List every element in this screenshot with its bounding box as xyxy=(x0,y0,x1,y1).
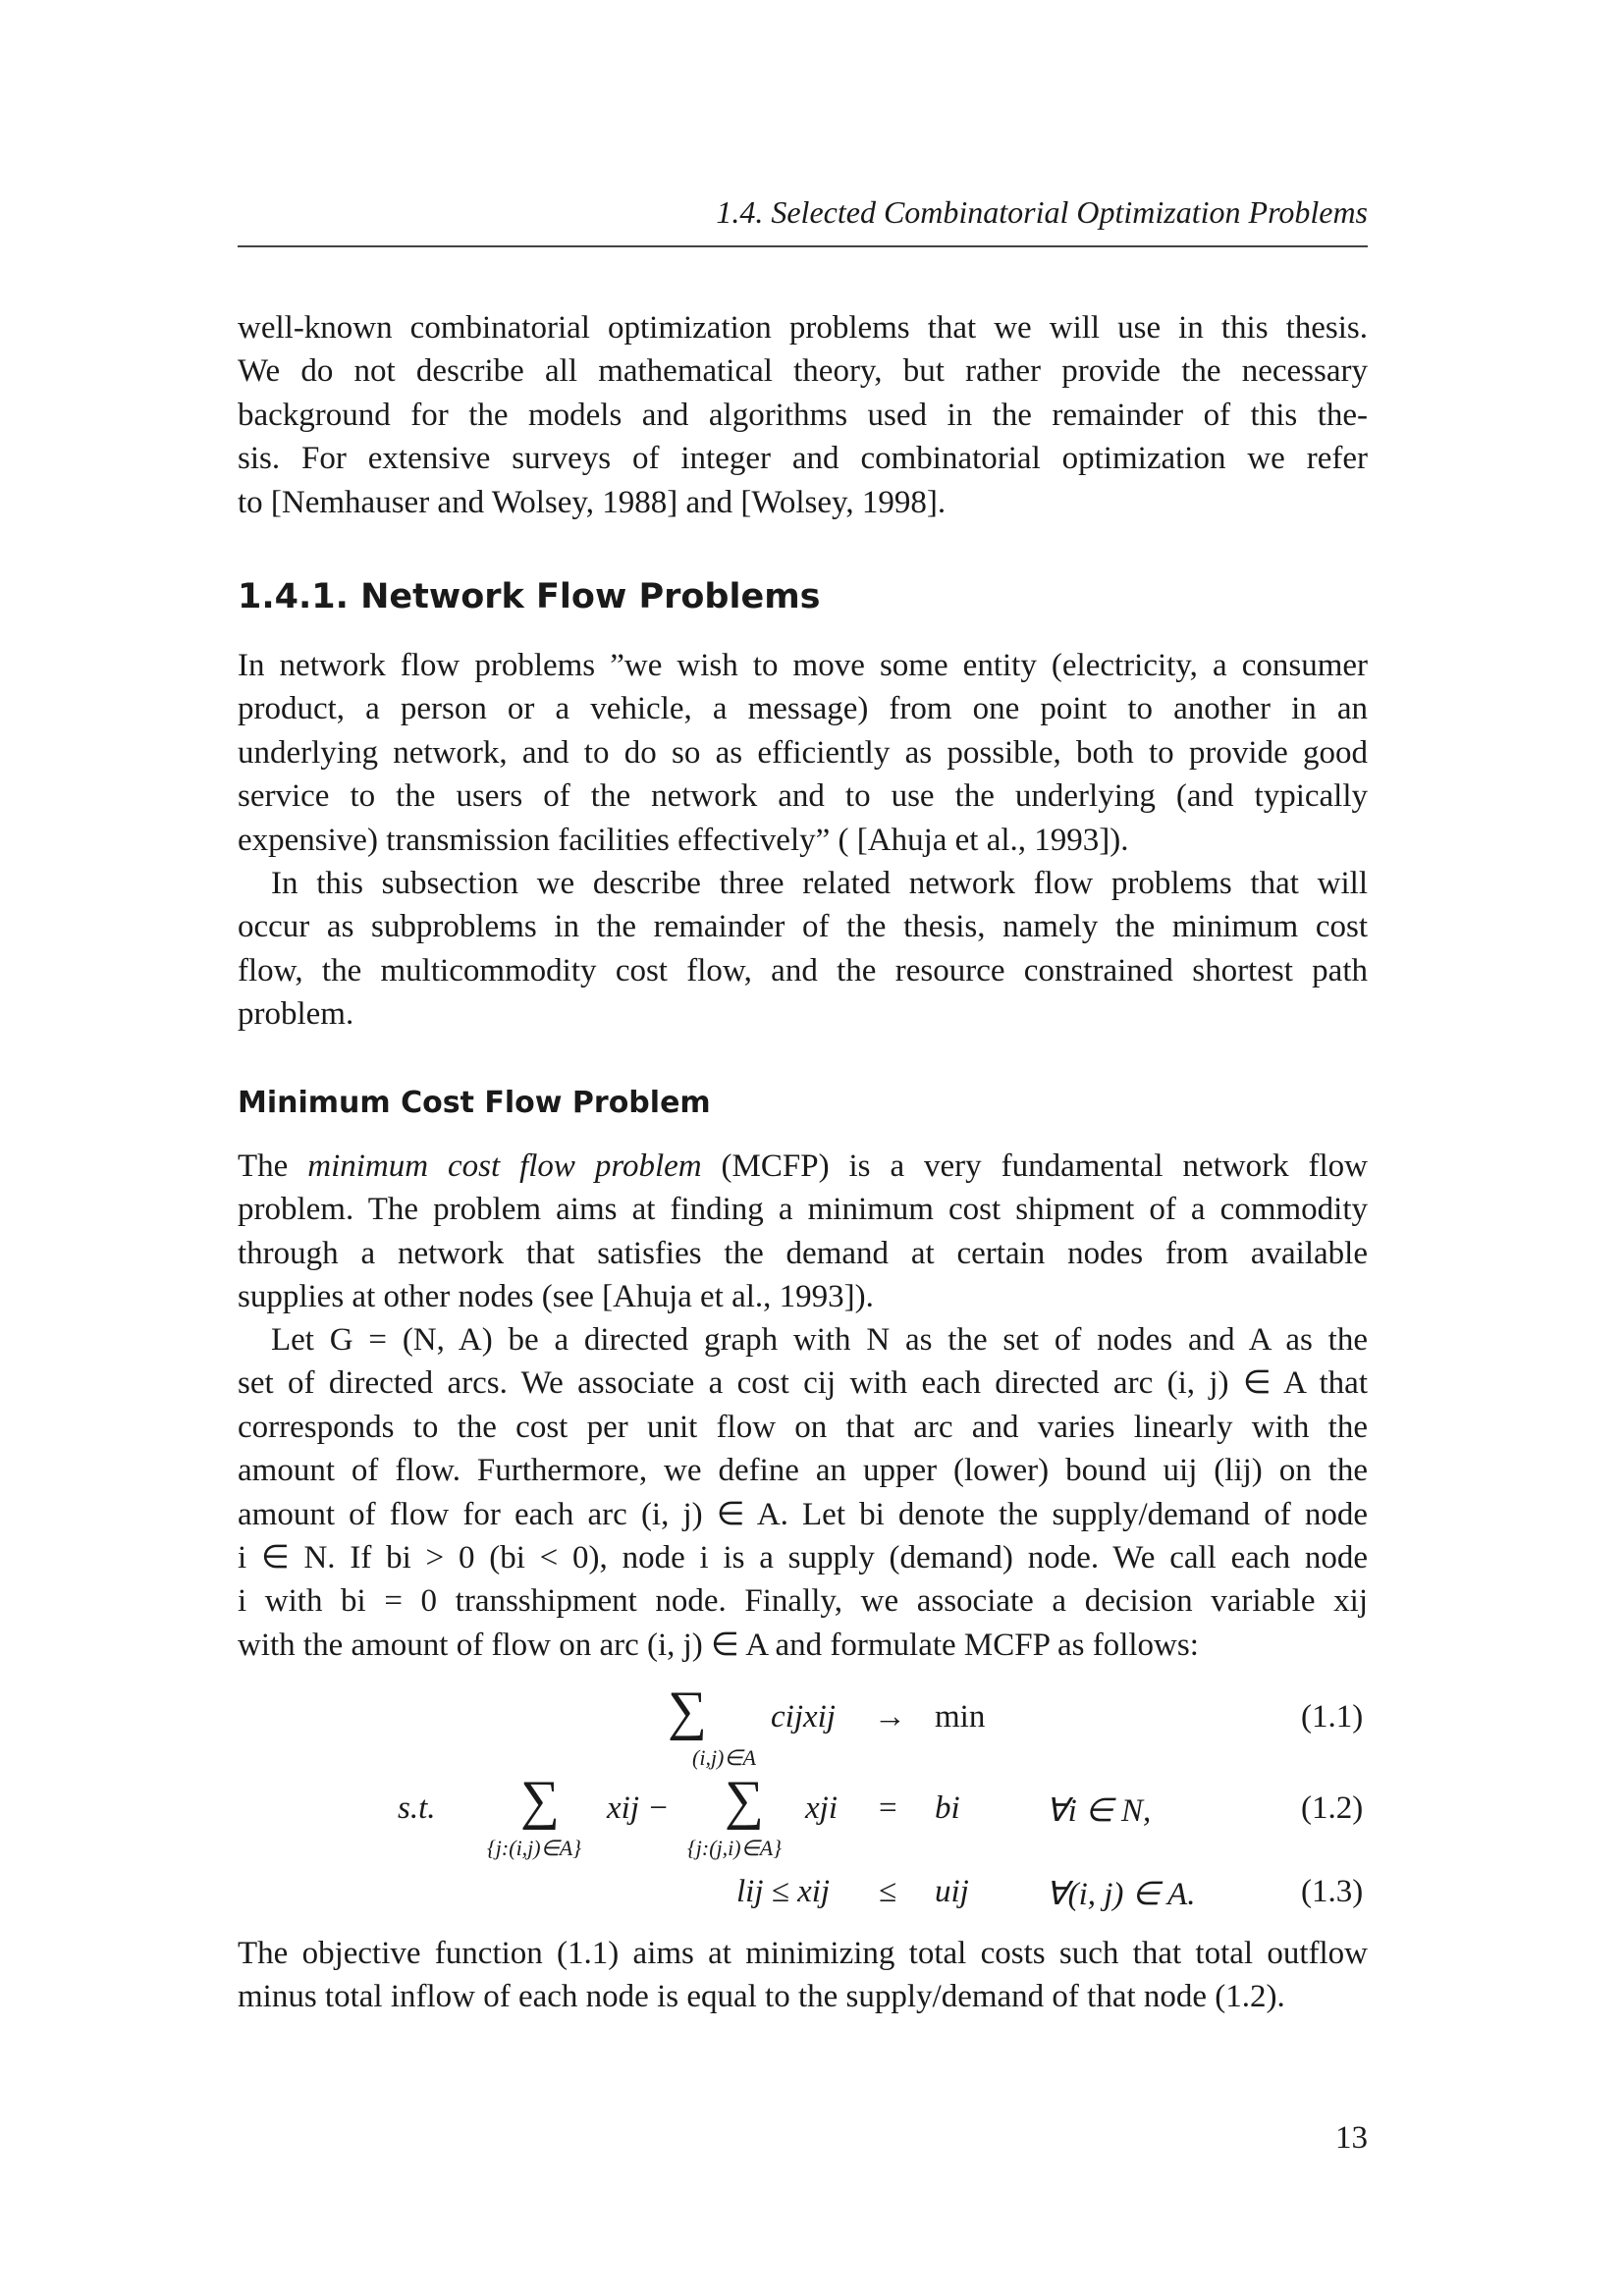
condition: ∀(i, j) ∈ A. xyxy=(1046,1877,1196,1912)
text-line: sis. For extensive surveys of integer and combinatorial optimization we refer xyxy=(238,441,1368,477)
relation: ≤ xyxy=(879,1874,897,1909)
text-line: corresponds to the cost per unit flow on that arc and varies linearly with the xyxy=(238,1409,1368,1445)
text-line: i with bi = 0 transshipment node. Finally, we associate a decision variable xij xyxy=(238,1583,1368,1620)
equation-label: (1.2) xyxy=(1301,1790,1364,1826)
text-line: minus total inflow of each node is equal to the supply/demand of that node (1.2). xyxy=(238,1979,1285,2015)
text-line: supplies at other nodes (see [Ahuja et al., 1993]). xyxy=(238,1279,874,1315)
text-line: Let G = (N, A) be a directed graph with N as the set of nodes and A as the xyxy=(271,1322,1368,1358)
text-line: The objective function (1.1) aims at minimizing total costs such that total outflow xyxy=(238,1936,1368,1971)
text-line: through a network that satisfies the demand at certain nodes from available xyxy=(238,1235,1368,1271)
text-line: amount of flow. Furthermore, we define an upper (lower) bound uij (lij) on the xyxy=(238,1453,1368,1489)
text-line: with the amount of flow on arc (i, j) ∈ A and formulate MCFP as follows: xyxy=(238,1627,1199,1663)
text-line: In network flow problems ”we wish to move some entity (electricity, a consumer xyxy=(238,648,1368,683)
section-heading: 1.4.1. Network Flow Problems xyxy=(238,577,821,616)
emphasis-term: minimum cost flow problem xyxy=(307,1148,702,1184)
text-line: background for the models and algorithms used in the remainder of this the- xyxy=(238,397,1368,433)
text-line: problem. The problem aims at finding a minimum cost shipment of a commodity xyxy=(238,1192,1368,1228)
text-line: set of directed arcs. We associate a cost cij with each directed arc (i, j) ∈ A that xyxy=(238,1365,1368,1402)
text-line: to [Nemhauser and Wolsey, 1988] and [Wolsey, 1998]. xyxy=(238,484,947,520)
rhs: min xyxy=(935,1699,986,1735)
text-line: underlying network, and to do so as efficiently as possible, both to provide good xyxy=(238,734,1368,771)
text-run: (MCFP) is a very fundamental network flow xyxy=(701,1148,1368,1184)
text-line: well-known combinatorial optimization problems that we will use in this thesis. xyxy=(238,310,1368,346)
text-line xyxy=(238,1145,1368,1188)
text-line: In this subsection we describe three related network flow problems that will xyxy=(271,866,1368,901)
text-line: occur as subproblems in the remainder of the thesis, namely the minimum cost xyxy=(238,909,1368,945)
header-rule xyxy=(238,245,1368,247)
text-line: We do not describe all mathematical theory, but rather provide the necessary xyxy=(238,353,1368,390)
running-header: 1.4. Selected Combinatorial Optimization Problems xyxy=(716,194,1368,230)
closing-paragraph xyxy=(238,1932,1368,2019)
objective-term: cijxij xyxy=(771,1699,836,1735)
sum-subscript: {j:(i,j)∈A} xyxy=(487,1836,582,1860)
subsection-heading: Minimum Cost Flow Problem xyxy=(238,1086,711,1120)
text-line: problem. xyxy=(238,996,354,1033)
rhs: bi xyxy=(935,1790,960,1826)
sum-symbol: ∑ xyxy=(668,1681,707,1741)
mcfp-paragraph-2 xyxy=(238,1318,1368,1667)
section-paragraph-1 xyxy=(238,644,1368,862)
mcfp-paragraph-1 xyxy=(238,1145,1368,1319)
page-number: 13 xyxy=(1335,2120,1368,2156)
text-run: The xyxy=(238,1148,308,1184)
text-line: i ∈ N. If bi > 0 (bi < 0), node i is a supply (demand) node. We call each node xyxy=(238,1540,1368,1576)
text-line: amount of flow for each arc (i, j) ∈ A. Let bi denote the supply/demand of node xyxy=(238,1496,1368,1532)
rhs: uij xyxy=(935,1874,969,1909)
text-line: expensive) transmission facilities effectively” ( [Ahuja et al., 1993]). xyxy=(238,822,1129,858)
equation-label: (1.3) xyxy=(1301,1874,1364,1909)
text-line: flow, the multicommodity cost flow, and the resource constrained shortest path xyxy=(238,952,1368,988)
sum-symbol: ∑ xyxy=(725,1770,764,1831)
intro-paragraph xyxy=(238,306,1368,524)
relation: = xyxy=(879,1790,897,1826)
equation-label: (1.1) xyxy=(1301,1699,1364,1735)
sum-symbol: ∑ xyxy=(520,1770,560,1831)
text-line: service to the users of the network and to use the underlying (and typically xyxy=(238,778,1368,815)
relation: → xyxy=(874,1699,906,1735)
inflow-term: xji xyxy=(805,1790,838,1826)
section-paragraph-2 xyxy=(238,862,1368,1037)
sum-subscript: (i,j)∈A xyxy=(692,1745,756,1770)
sum-subscript: {j:(j,i)∈A} xyxy=(687,1836,783,1860)
lhs: lij ≤ xij xyxy=(736,1874,831,1909)
text-line: product, a person or a vehicle, a message) from one point to another in an xyxy=(238,691,1368,727)
outflow-term: xij − xyxy=(607,1790,670,1826)
condition: ∀i ∈ N, xyxy=(1046,1793,1152,1829)
subject-to: s.t. xyxy=(398,1790,436,1826)
